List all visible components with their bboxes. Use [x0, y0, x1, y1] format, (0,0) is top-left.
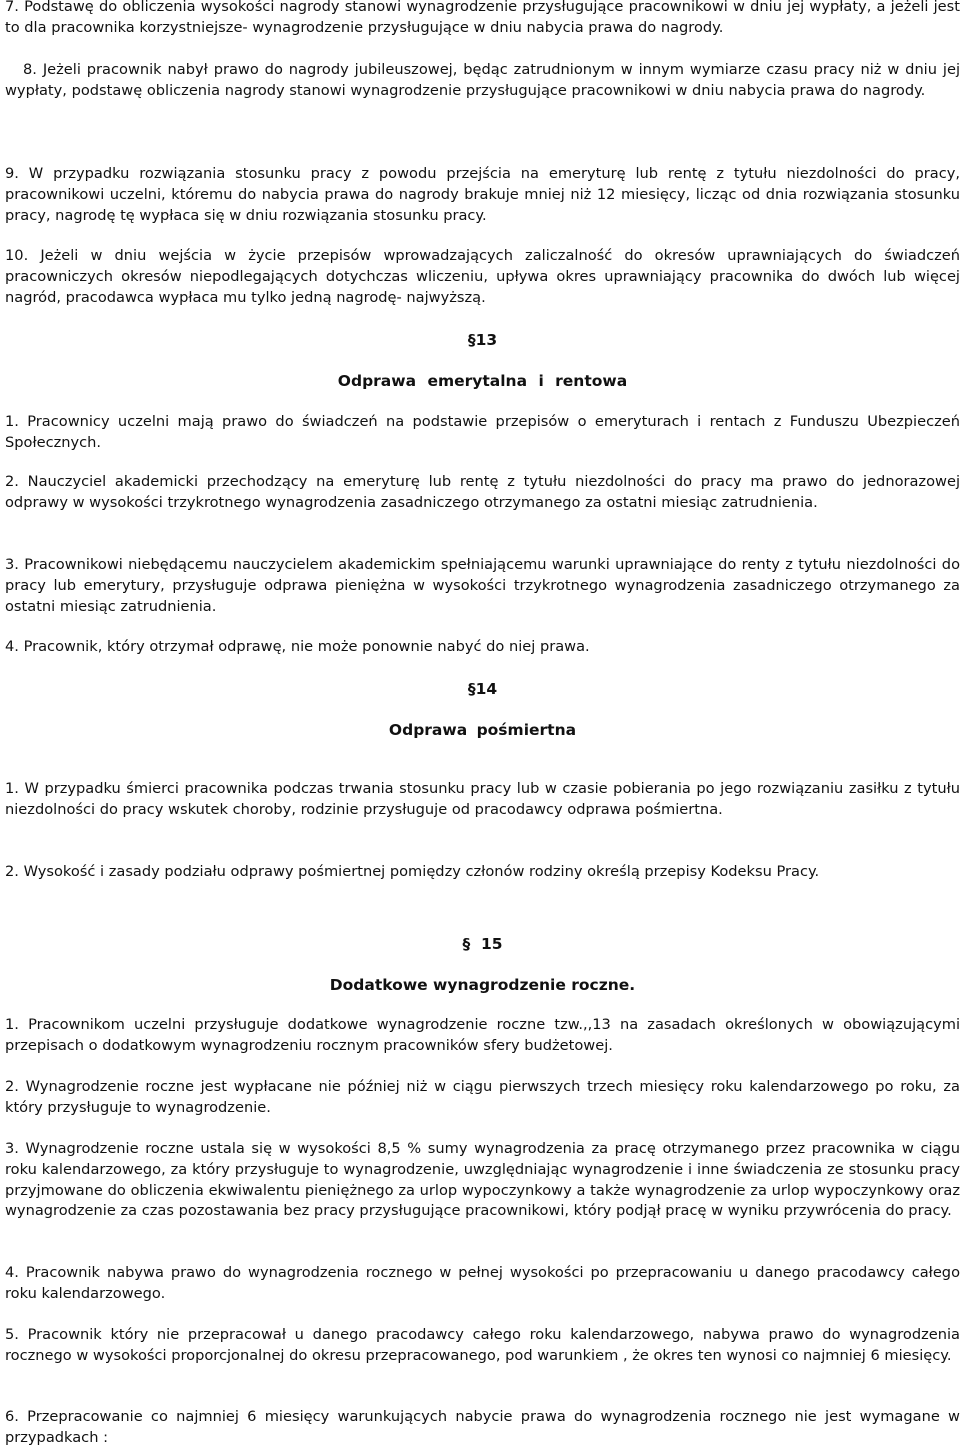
- section-14-number: [5, 678, 960, 700]
- paragraph-13-4: 4. Pracownik, który otrzymał odprawę, nie może ponownie nabyć do niej prawa.: [5, 638, 590, 655]
- section-symbol: §: [467, 331, 476, 349]
- paragraph-13-2: 2. Nauczyciel akademicki przechodzący na emeryturę lub rentę z tytułu niezdolności do pracy ma prawo do jednorazowej odprawy w wysokości trzykrotnego wynagrodzenia zasadniczego otrzymanego za ostatni miesiąc zatrudnienia.: [5, 473, 960, 511]
- paragraph-9: 9. W przypadku rozwiązania stosunku pracy z powodu przejścia na emeryturę lub rentę z tytułu niezdolności do pracy, pracownikowi uczelni, któremu do nabycia prawa do nagrody brakuje mniej niż 12 miesięcy, licząc od dnia rozwiązania stosunku pracy, nagrodę tę wypłaca się w dniu rozwiązania stosunku pracy.: [5, 165, 960, 224]
- paragraph-14-2: 2. Wysokość i zasady podziału odprawy pośmiertnej pomiędzy członów rodziny określą przepisy Kodeksu Pracy.: [5, 863, 820, 880]
- paragraph-13-3: 3. Pracownikowi niebędącemu nauczycielem akademickim spełniającemu warunki uprawniające do renty z tytułu niezdolności do pracy lub emerytury, przysługuje odprawa pieniężna w wysokości trzykrotnego wynagrodzenia zasadniczego otrzymanego za ostatni miesiąc zatrudnienia.: [5, 556, 960, 615]
- paragraph-15-4: 4. Pracownik nabywa prawo do wynagrodzenia rocznego w pełnej wysokości po przepracowaniu u danego pracodawcy całego roku kalendarzowego.: [5, 1264, 960, 1302]
- paragraph-15-3: 3. Wynagrodzenie roczne ustala się w wysokości 8,5 % sumy wynagrodzenia za pracę otrzymanego przez pracownika w ciągu roku kalendarzowego, za który przysługuje to wynagrodzenie, uwzględniając wynagrodzenie i inne świadczenia ze stosunku pracy przyjmowane do obliczenia ekwiwalentu pieniężnego za urlop wypoczynkowy a także wynagrodzenie za urlop wypoczynkowy oraz wynagrodzenie za czas pozostawania bez pracy przysługujące pracownikowi, który podjął pracę w wyniku przywrócenia do pracy.: [5, 1140, 960, 1220]
- paragraph-10: 10. Jeżeli w dniu wejścia w życie przepisów wprowadzających zaliczalność do okresów uprawniających do świadczeń pracowniczych okresów niepodlegających dotychczas wliczeniu, upływa okres uprawniający pracownika do dwóch lub więcej nagród, pracodawca wypłaca mu tylko jedną nagrodę- najwyższą.: [5, 247, 960, 306]
- section-symbol: §: [462, 935, 471, 953]
- paragraph-13-1: 1. Pracownicy uczelni mają prawo do świadczeń na podstawie przepisów o emeryturach i rentach z Funduszu Ubezpieczeń Społecznych.: [5, 413, 960, 451]
- section-number: 13: [475, 331, 498, 349]
- paragraph-14-1: 1. W przypadku śmierci pracownika podczas trwania stosunku pracy lub w czasie pobierania po jego rozwiązaniu zasiłku z tytułu niezdolności do pracy wskutek choroby, rodzinie przysługuje od pracodawcy odprawa pośmiertna.: [5, 780, 960, 818]
- paragraph-15-6: 6. Przepracowanie co najmniej 6 miesięcy warunkujących nabycie prawa do wynagrodzenia rocznego nie jest wymagane w przypadkach :: [5, 1408, 960, 1446]
- paragraph-15-1: 1. Pracownikom uczelni przysługuje dodatkowe wynagrodzenie roczne tzw.,,13 na zasadach określonych w obowiązującymi przepisach o dodatkowym wynagrodzeniu rocznym pracowników sfery budżetowej.: [5, 1016, 960, 1054]
- paragraph-7: 7. Podstawę do obliczenia wysokości nagrody stanowi wynagrodzenie przysługujące pracownikowi w dniu jej wypłaty, a jeżeli jest to dla pracownika korzystniejsze- wynagrodzenie przysługujące w dniu nabycia prawa do nagrody.: [5, 0, 960, 36]
- paragraph-15-2: 2. Wynagrodzenie roczne jest wypłacane nie później niż w ciągu pierwszych trzech miesięcy roku kalendarzowego po roku, za który przysługuje to wynagrodzenie.: [5, 1078, 960, 1116]
- section-symbol: §: [467, 680, 476, 698]
- section-13-number: [5, 329, 960, 351]
- paragraph-15-5: 5. Pracownik który nie przepracował u danego pracodawcy całego roku kalendarzowego, nabywa prawo do wynagrodzenia rocznego w wysokości proporcjonalnej do okresu przepracowanego, pod warunkiem , że okres ten wynosi co najmniej 6 miesięcy.: [5, 1326, 960, 1364]
- paragraph-8: 8. Jeżeli pracownik nabył prawo do nagrody jubileuszowej, będąc zatrudnionym w innym wymiarze czasu pracy niż w dniu jej wypłaty, podstawę obliczenia nagrody stanowi wynagrodzenie przysługujące pracownikowi w dniu nabycia prawa do nagrody.: [5, 61, 960, 99]
- section-number: 14: [475, 680, 498, 698]
- section-13-title: Odprawa emerytalna i rentowa: [337, 372, 628, 390]
- section-number: 15: [480, 935, 503, 953]
- section-15-title: Dodatkowe wynagrodzenie roczne.: [329, 976, 636, 994]
- section-15-number: [5, 933, 960, 955]
- section-14-title: Odprawa pośmiertna: [388, 721, 577, 739]
